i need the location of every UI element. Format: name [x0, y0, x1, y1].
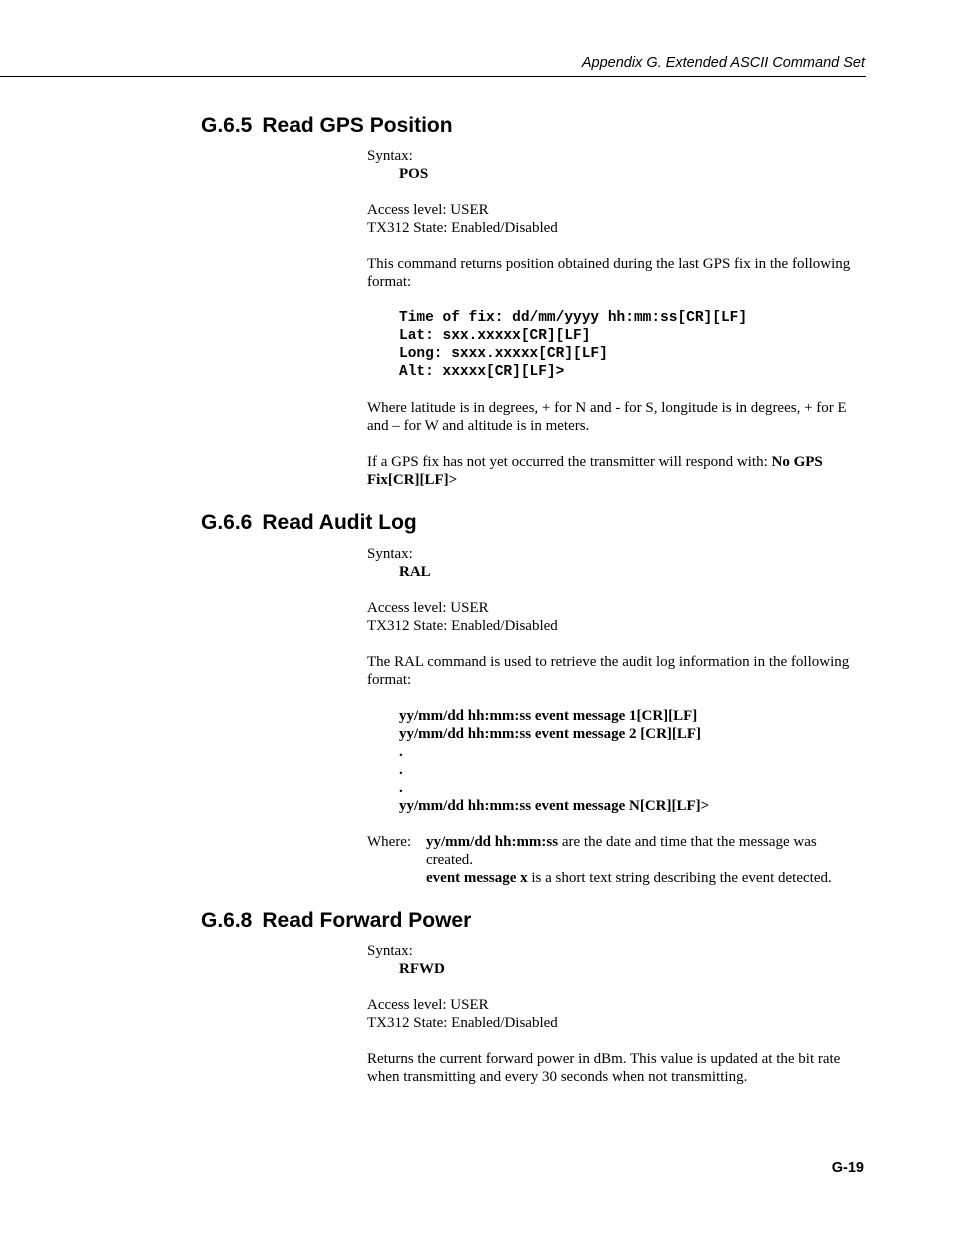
definition: is a short text string describing the event detected. — [527, 870, 832, 886]
term: event message x — [426, 870, 528, 886]
section-body-g66 — [367, 545, 867, 887]
syntax-label: Syntax: — [367, 546, 413, 562]
format-ellipsis-dot: . — [399, 780, 403, 796]
format-line: Time of fix: dd/mm/yyyy hh:mm:ss[CR][LF] — [399, 310, 748, 326]
command-name: POS — [399, 166, 429, 182]
section-number: G.6.6 — [201, 511, 253, 534]
format-line: Long: sxxx.xxxxx[CR][LF] — [399, 346, 608, 362]
where-label: Where: — [367, 834, 412, 850]
section-number: G.6.8 — [201, 909, 253, 932]
access-level: Access level: USER — [367, 997, 489, 1013]
section-title: Read Audit Log — [262, 511, 417, 534]
section-number: G.6.5 — [201, 114, 253, 137]
description: The RAL command is used to retrieve the audit log information in the following format: — [367, 654, 850, 688]
no-fix-note — [367, 453, 867, 489]
description: Returns the current forward power in dBm. This value is updated at the bit rate when transmitting and every 30 seconds when not transmitting. — [367, 1051, 841, 1085]
tx-state: TX312 State: Enabled/Disabled — [367, 1015, 558, 1031]
running-header: Appendix G. Extended ASCII Command Set — [581, 55, 865, 71]
no-fix-text: If a GPS fix has not yet occurred the transmitter will respond with: — [367, 454, 772, 470]
page-number: G-19 — [831, 1160, 864, 1176]
access-level: Access level: USER — [367, 202, 489, 218]
where-definitions — [367, 833, 867, 887]
no-fix-response: No GPS Fix[CR][LF]> — [367, 454, 823, 488]
header-rule — [0, 76, 866, 77]
section-heading-g66 — [201, 510, 417, 536]
coordinate-note: Where latitude is in degrees, + for N and - for S, longitude is in degrees, + for E and – for W and altitude is in meters. — [367, 400, 847, 434]
definition: are the date and time that the message was created. — [426, 834, 817, 868]
access-level: Access level: USER — [367, 600, 489, 616]
section-heading-g65 — [201, 113, 453, 139]
section-heading-g68 — [201, 908, 471, 934]
format-ellipsis-dot: . — [399, 744, 403, 760]
command-name: RFWD — [399, 961, 445, 977]
format-line: Lat: sxx.xxxxx[CR][LF] — [399, 328, 591, 344]
syntax-label: Syntax: — [367, 148, 413, 164]
format-line: yy/mm/dd hh:mm:ss event message 2 [CR][LF] — [399, 726, 702, 742]
section-body-g65 — [367, 147, 867, 489]
format-line: yy/mm/dd hh:mm:ss event message N[CR][LF]> — [399, 798, 710, 814]
section-body-g68 — [367, 942, 867, 1086]
syntax-label: Syntax: — [367, 943, 413, 959]
format-line: yy/mm/dd hh:mm:ss event message 1[CR][LF] — [399, 708, 698, 724]
tx-state: TX312 State: Enabled/Disabled — [367, 220, 558, 236]
section-title: Read GPS Position — [262, 114, 453, 137]
definition-timestamp — [426, 833, 867, 869]
format-ellipsis-dot: . — [399, 762, 403, 778]
format-line: Alt: xxxxx[CR][LF]> — [399, 364, 565, 380]
description: This command returns position obtained during the last GPS fix in the following format: — [367, 256, 851, 290]
where-body — [426, 833, 867, 887]
section-title: Read Forward Power — [262, 909, 472, 932]
term: yy/mm/dd hh:mm:ss — [426, 834, 559, 850]
tx-state: TX312 State: Enabled/Disabled — [367, 618, 558, 634]
definition-event-message — [426, 869, 867, 887]
command-name: RAL — [399, 564, 431, 580]
